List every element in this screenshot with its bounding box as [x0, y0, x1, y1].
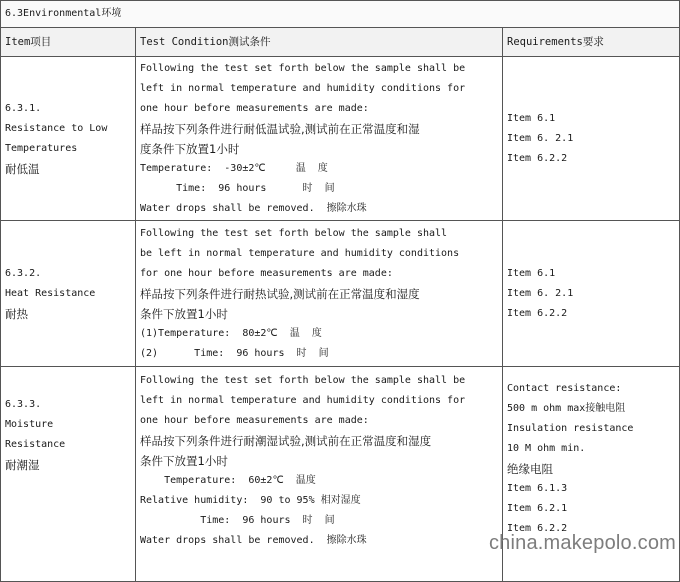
item-line: 耐低温: [5, 161, 40, 176]
condition-line: be left in normal temperature and humidity conditions: [140, 247, 460, 259]
condition-line: one hour before measurements are made:: [140, 102, 369, 114]
condition-cell: [136, 367, 503, 582]
condition-line: (2) Time: 96 hours 时 间: [140, 347, 329, 359]
condition-line: 样品按下列条件进行耐潮湿试验,测试前在正常温度和湿度: [140, 434, 432, 448]
item-line: Resistance: [5, 439, 66, 450]
requirement-line: Insulation resistance: [507, 423, 634, 434]
condition-line: for one hour before measurements are made:: [140, 267, 393, 279]
condition-cell: [136, 57, 503, 221]
condition-line: Following the test set forth below the sample shall be: [140, 62, 466, 74]
item-line: Resistance to Low: [5, 122, 108, 134]
requirement-line: Item 6.1: [507, 267, 556, 279]
item-cell: [1, 57, 136, 221]
condition-line: one hour before measurements are made:: [140, 415, 369, 426]
requirement-line: Item 6.2.2: [507, 523, 568, 534]
condition-line: Relative humidity: 90 to 95% 相对湿度: [140, 495, 361, 506]
requirement-line: Item 6. 2.1: [507, 287, 574, 299]
header-requirements: Requirements要求: [503, 28, 680, 57]
item-cell: [1, 221, 136, 367]
condition-line: Following the test set forth below the sample shall: [140, 227, 448, 239]
condition-line: Temperature: 60±2℃ 温度: [140, 475, 316, 486]
item-line: Heat Resistance: [5, 287, 96, 299]
item-line: Moisture: [5, 419, 54, 430]
requirement-line: 500 m ohm max接触电阻: [507, 403, 626, 414]
condition-line: Time: 96 hours 时 间: [140, 515, 335, 526]
condition-line: Following the test set forth below the sample shall be: [140, 375, 466, 386]
table-row: [1, 57, 680, 221]
item-line: 耐潮湿: [5, 458, 40, 472]
condition-line: left in normal temperature and humidity conditions for: [140, 82, 466, 94]
requirement-line: Item 6.1.3: [507, 483, 568, 494]
requirement-line: 10 M ohm min.: [507, 443, 586, 454]
condition-line: (1)Temperature: 80±2℃ 温 度: [140, 327, 322, 339]
item-line: 6.3.1.: [5, 102, 42, 114]
requirement-line: Contact resistance:: [507, 383, 622, 394]
requirement-line: Item 6. 2.1: [507, 132, 574, 144]
section-title: 6.3Environmental环境: [1, 1, 680, 28]
requirement-line: Item 6.2.2: [507, 152, 568, 164]
condition-line: Water drops shall be removed. 擦除水珠: [140, 535, 367, 546]
header-item: Item项目: [1, 28, 136, 57]
condition-line: 条件下放置1小时: [140, 454, 228, 468]
condition-line: 条件下放置1小时: [140, 306, 228, 321]
item-line: 耐热: [5, 306, 28, 321]
table-row: [1, 221, 680, 367]
item-line: 6.3.2.: [5, 267, 42, 279]
item-line: 6.3.3.: [5, 399, 42, 410]
requirement-line: 绝缘电阻: [507, 462, 553, 476]
requirements-cell: [503, 221, 680, 367]
condition-line: Temperature: -30±2℃ 温 度: [140, 162, 328, 174]
item-cell: [1, 367, 136, 582]
requirement-line: Item 6.2.2: [507, 307, 568, 319]
condition-cell: [136, 221, 503, 367]
condition-line: Time: 96 hours 时 间: [140, 182, 335, 194]
condition-line: left in normal temperature and humidity conditions for: [140, 395, 466, 406]
condition-line: 度条件下放置1小时: [140, 141, 240, 156]
site-watermark: china.makepolo.com: [488, 532, 676, 554]
requirements-cell: [503, 57, 680, 221]
requirement-line: Item 6.1: [507, 112, 556, 124]
header-row: [1, 28, 680, 57]
section-title-row: [1, 1, 680, 28]
condition-line: 样品按下列条件进行耐热试验,测试前在正常温度和湿度: [140, 286, 420, 301]
condition-line: 样品按下列条件进行耐低温试验,测试前在正常温度和湿: [140, 121, 420, 136]
item-line: Temperatures: [5, 142, 78, 154]
requirement-line: Item 6.2.1: [507, 503, 568, 514]
header-condition: Test Condition测试条件: [136, 28, 503, 57]
condition-line: Water drops shall be removed. 擦除水珠: [140, 202, 367, 214]
